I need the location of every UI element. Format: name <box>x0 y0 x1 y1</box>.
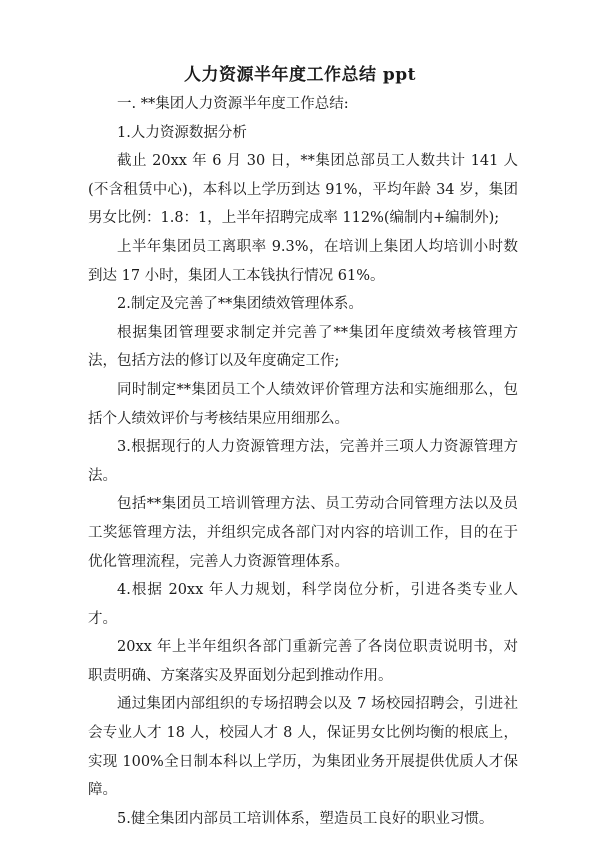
paragraph: 包括**集团员工培训管理方法、员工劳动合同管理方法以及员工奖惩管理方法，并组织完成各部门对内容的培训工作，目的在于优化管理流程，完善人力资源管理体系。 <box>88 496 518 570</box>
document-title: 人力资源半年度工作总结 ppt <box>183 65 417 85</box>
paragraph: 根据集团管理要求制定并完善了**集团年度绩效考核管理方法，包括方法的修订以及年度确定工作; <box>88 324 518 370</box>
document-body <box>88 90 518 833</box>
paragraph: 同时制定**集团员工个人绩效评价管理方法和实施细那么，包括个人绩效评价与考核结果应用细那么。 <box>88 381 518 427</box>
paragraph: 通过集团内部组织的专场招聘会以及 7 场校园招聘会，引进社会专业人才 18 人，校园人才 8 人，保证男女比例均衡的根底上，实现 100%全日制本科以上学历，为集团业务开展提供优质人才保障。 <box>88 696 518 799</box>
subsection-heading: 1.人力资源数据分析 <box>117 124 247 141</box>
subsection-heading: 2.制定及完善了**集团绩效管理体系。 <box>117 296 363 313</box>
subsection-heading: 4.根据 20xx 年人力规划，科学岗位分析，引进各类专业人才。 <box>88 582 518 627</box>
paragraph: 截止 20xx 年 6 月 30 日，**集团总部员工人数共计 141 人(不含租赁中心)，本科以上学历到达 91%，平均年龄 34 岁，集团男女比例：1.8：1，上半年招聘完成率 112%(编制内+编制外); <box>88 153 518 227</box>
paragraph: 上半年集团员工离职率 9.3%，在培训上集团人均培训小时数到达 17 小时，集团人工本钱执行情况 61%。 <box>88 238 518 284</box>
subsection-heading: 5.健全集团内部员工培训体系，塑造员工良好的职业习惯。 <box>117 810 494 827</box>
subsection-heading: 3.根据现行的人力资源管理方法，完善并三项人力资源管理方法。 <box>88 439 518 484</box>
section-heading: 一. **集团人力资源半年度工作总结: <box>117 96 349 112</box>
paragraph: 20xx 年上半年组织各部门重新完善了各岗位职责说明书，对职责明确、方案落实及界面划分起到推动作用。 <box>88 639 518 684</box>
